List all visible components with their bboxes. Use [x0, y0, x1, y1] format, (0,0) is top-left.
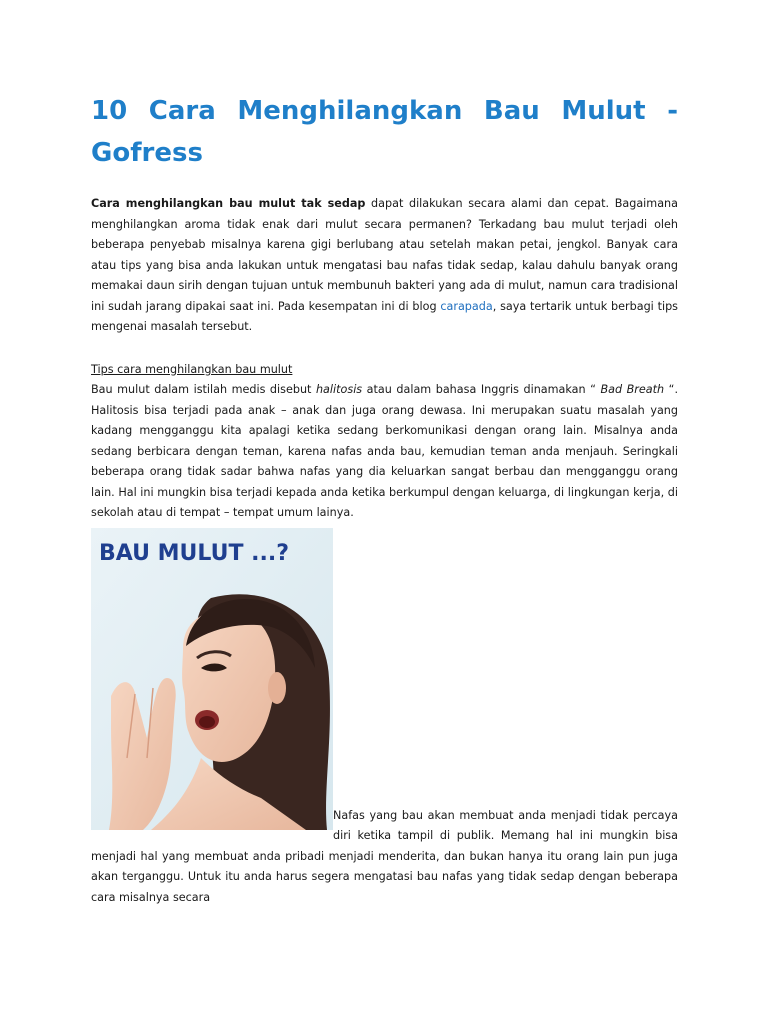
intro-text: dapat dilakukan secara alami dan cepat. Bagaimana menghilangkan aroma tidak enak dari mulut secara permanen? Terkadang bau mulut terjadi oleh beberapa penyebab misalnya karena gigi berlubang atau setelah makan petai, jengkol. Banyak cara atau tips yang bisa anda lakukan untuk mengatasi bau nafas tidak sedap, kalau dahulu banyak orang memakai daun sirih dengan tujuan untuk membunuh bakteri yang ada di mulut, namun cara tradisional ini sudah jarang dipakai saat ini. Pada kesempatan ini di blog	[91, 197, 678, 313]
tips-heading: Tips cara menghilangkan bau mulut	[91, 362, 293, 376]
intro-bold-lead: Cara menghilangkan bau mulut tak sedap	[91, 197, 366, 210]
halitosis-text-b: atau dalam bahasa Inggris dinamakan “	[362, 383, 601, 396]
tips-heading-line	[91, 360, 678, 381]
bau-mulut-image	[91, 528, 333, 830]
figure-caption: BAU MULUT ...?	[99, 540, 289, 566]
halitosis-text-c: “. Halitosis bisa terjadi pada anak – anak dan juga orang dewasa. Ini merupakan suatu masalah yang kadang mengganggu kita apalagi ketika sedang berkomunikasi dengan orang lain. Misalnya anda sedang berbicara dengan teman, karena nafas anda bau, kemudian teman anda menjauh. Seringkali beberapa orang tidak sadar bahwa nafas yang dia keluarkan sangat berbau dan mengganggu orang lain. Hal ini mungkin bisa terjadi kepada anda ketika berkumpul dengan keluarga, di lingkungan kerja, di sekolah atau di tempat – tempat umum lainya.	[91, 383, 678, 519]
intro-paragraph	[91, 194, 678, 338]
article-title: 10 Cara Menghilangkan Bau Mulut - Gofress	[91, 96, 678, 168]
article	[91, 90, 678, 908]
woman-whispering-illustration	[91, 528, 333, 830]
bad-breath-term: Bad Breath	[600, 383, 665, 396]
halitosis-paragraph	[91, 380, 678, 524]
halitosis-text-a: Bau mulut dalam istilah medis disebut	[91, 383, 316, 396]
intro-text-end: , saya tertarik untuk berbagi tips mengenai masalah tersebut.	[91, 299, 678, 333]
halitosis-term: halitosis	[315, 383, 363, 396]
carapada-link[interactable]: carapada	[440, 299, 493, 313]
after-image-text: Nafas yang bau akan membuat anda menjadi tidak percaya diri ketika tampil di publik. Memang hal ini mungkin bisa menjadi hal yang membuat anda pribadi menjadi menderita, dan bukan hanya itu orang lain pun juga akan terganggu. Untuk itu anda harus segera mengatasi bau nafas yang tidak sedap dengan beberapa cara misalnya secara	[91, 808, 678, 904]
